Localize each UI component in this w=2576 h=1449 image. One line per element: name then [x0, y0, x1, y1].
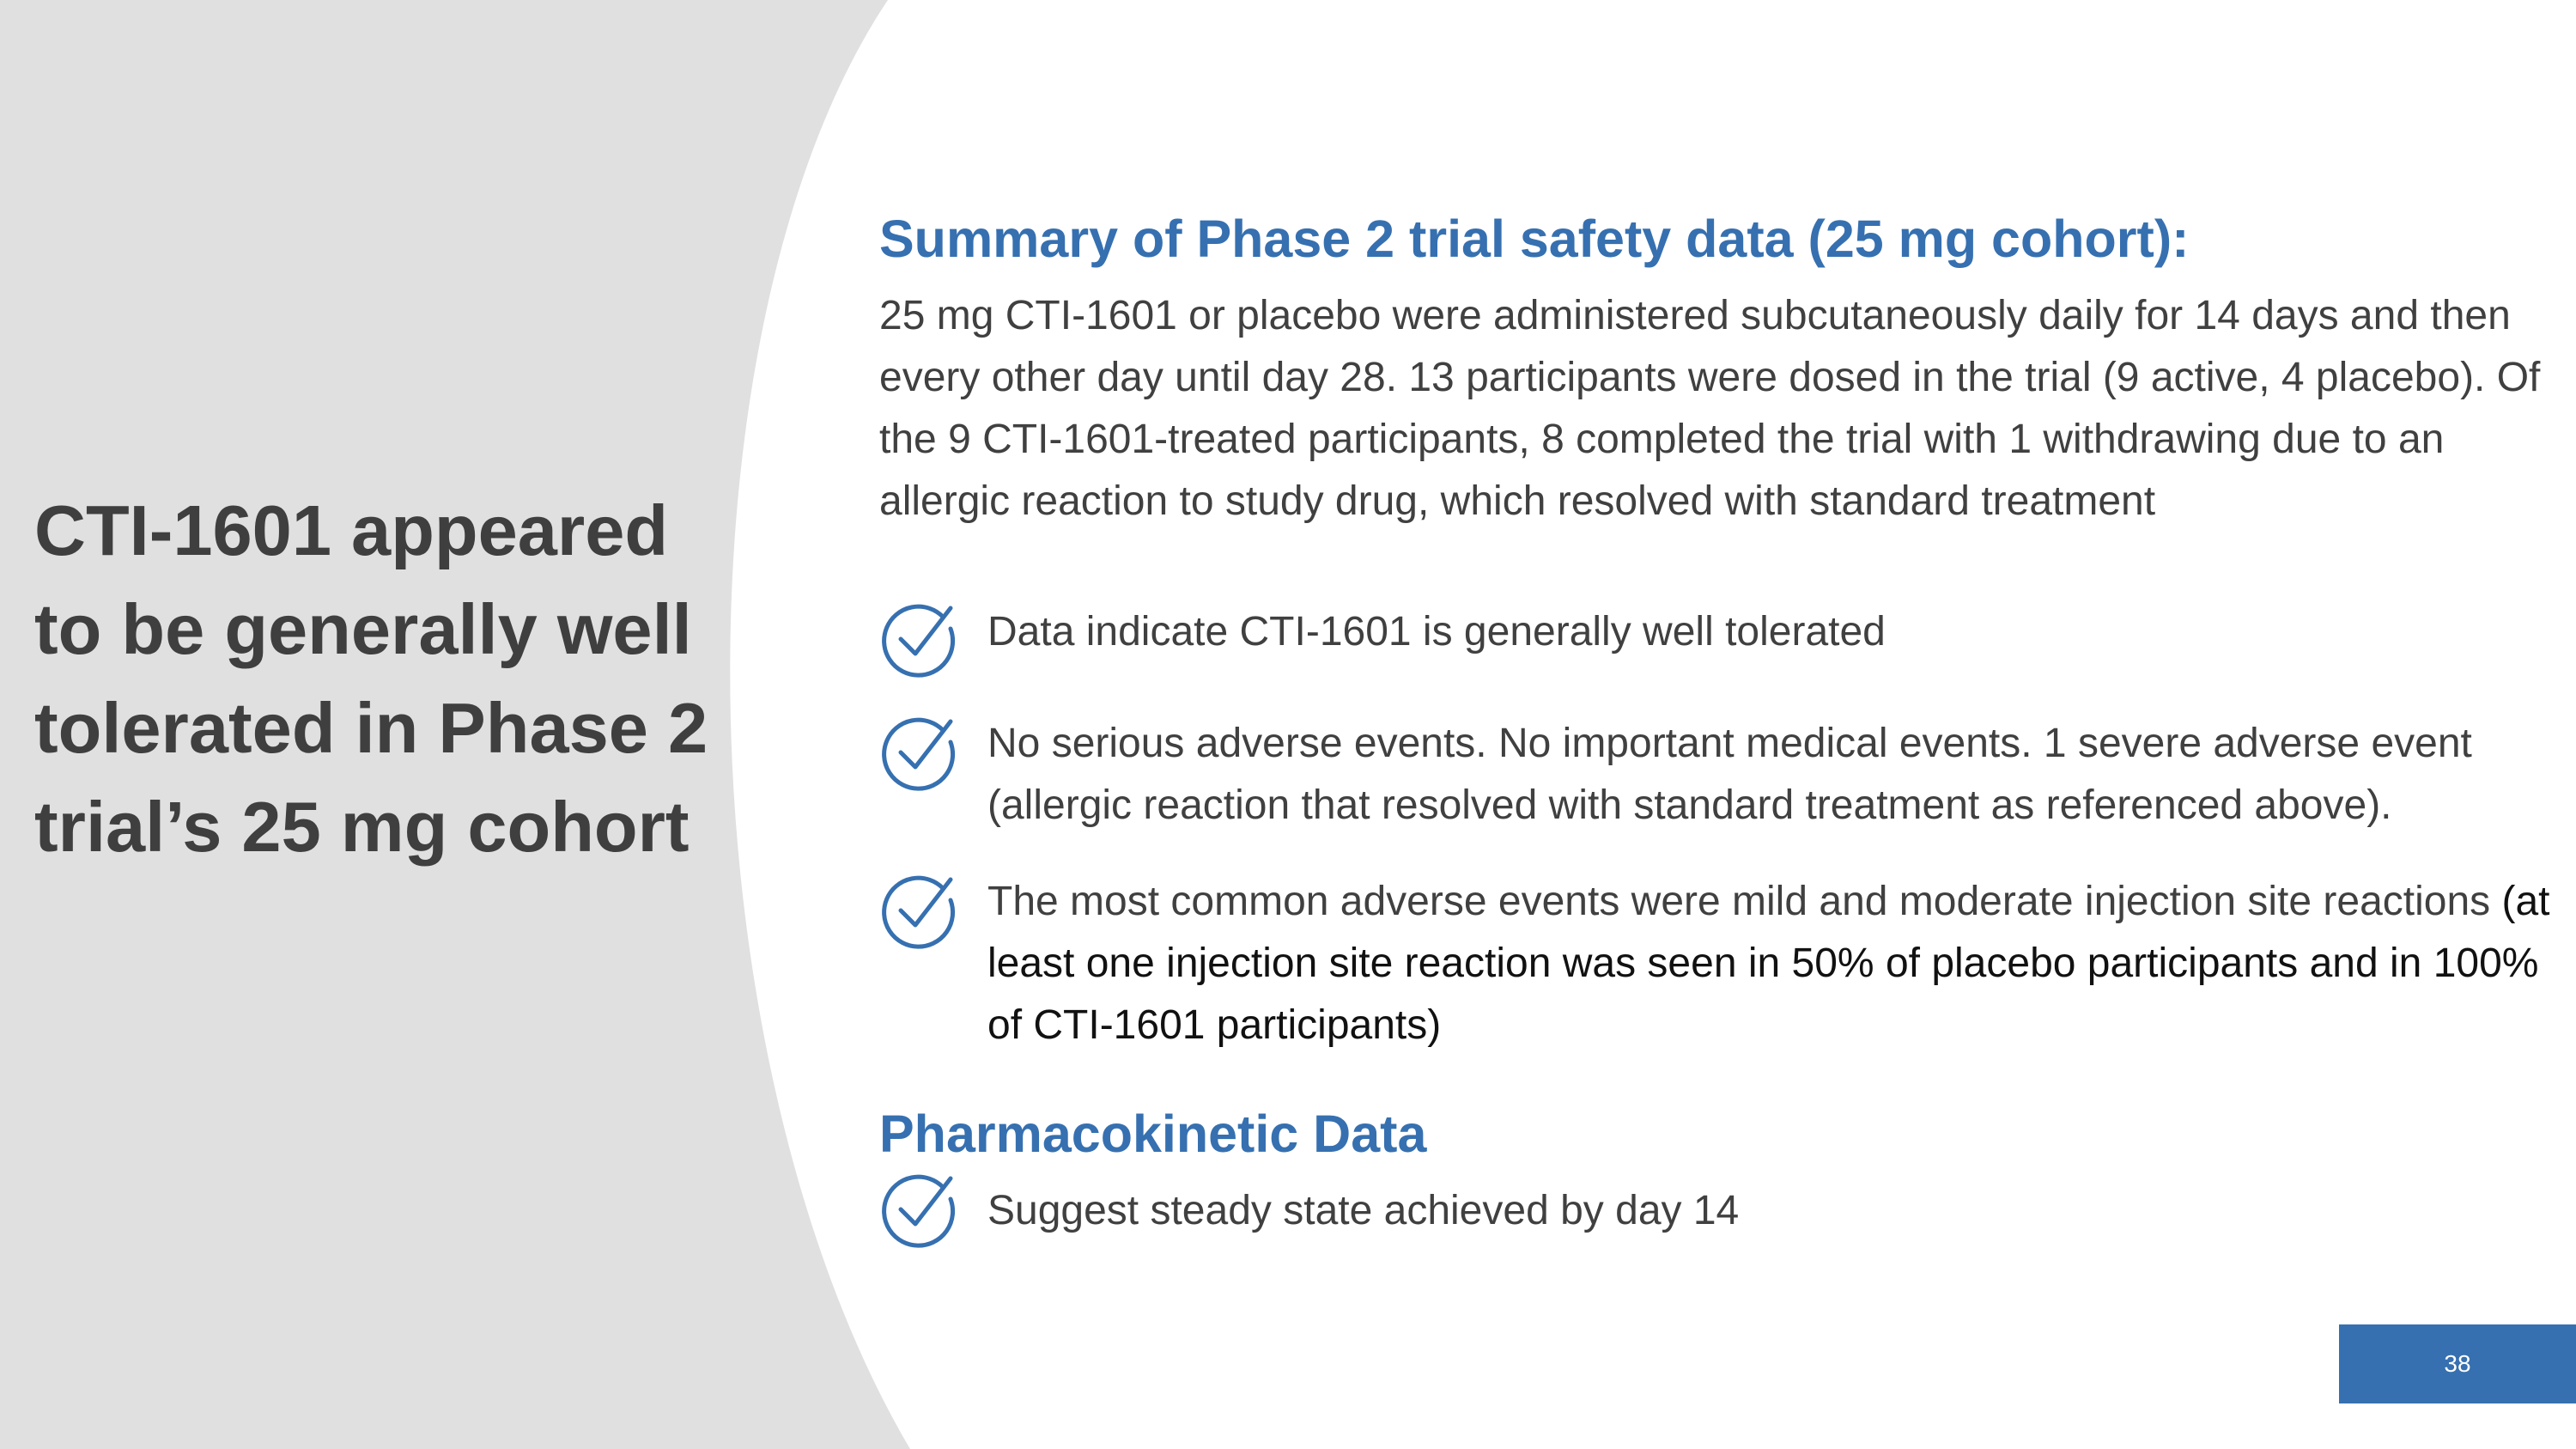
- content-panel: [879, 206, 2562, 1249]
- slide-title: CTI-1601 appeared to be generally well tolerated in Phase 2 trial’s 25 mg cohort: [34, 490, 708, 867]
- bullet-adverse-events: [879, 713, 2562, 837]
- bullet-text: No serious adverse events. No important medical events. 1 severe adverse event (allergic reaction that resolved with standard treatment as referenced above).: [987, 721, 2472, 828]
- page-number: 38: [2339, 1324, 2576, 1403]
- bullet-injection-site: [879, 871, 2562, 1056]
- bullet-text: Suggest steady state achieved by day 14: [987, 1188, 1740, 1233]
- bullet-tolerated: [879, 601, 2562, 679]
- safety-intro: 25 mg CTI-1601 or placebo were administered subcutaneously daily for 14 days and then every other day until day 28. 13 participants were dosed in the trial (9 active, 4 placebo). Of the 9 CTI-1601-treated participants, 8 completed the trial with 1 withdrawing due to an allergic reaction to study drug, which resolved with standard treatment: [879, 293, 2541, 524]
- pk-heading: Pharmacokinetic Data: [879, 1105, 1427, 1163]
- check-circle-icon: [879, 713, 958, 792]
- check-circle-icon: [879, 600, 958, 679]
- bullet-text-detail: (at least one injection site reaction was seen in 50% of placebo participants and in 100% of CTI-1601 participants): [987, 879, 2550, 1048]
- check-circle-icon: [879, 1170, 958, 1249]
- check-circle-icon: [879, 871, 958, 950]
- bullet-text-main: The most common adverse events were mild and moderate injection site reactions: [987, 879, 2491, 924]
- bullet-text: [987, 871, 2562, 1056]
- safety-heading: Summary of Phase 2 trial safety data (25 mg cohort):: [879, 210, 2190, 268]
- bullet-steady-state: [879, 1180, 2562, 1249]
- bullet-text: Data indicate CTI-1601 is generally well tolerated: [987, 609, 1886, 654]
